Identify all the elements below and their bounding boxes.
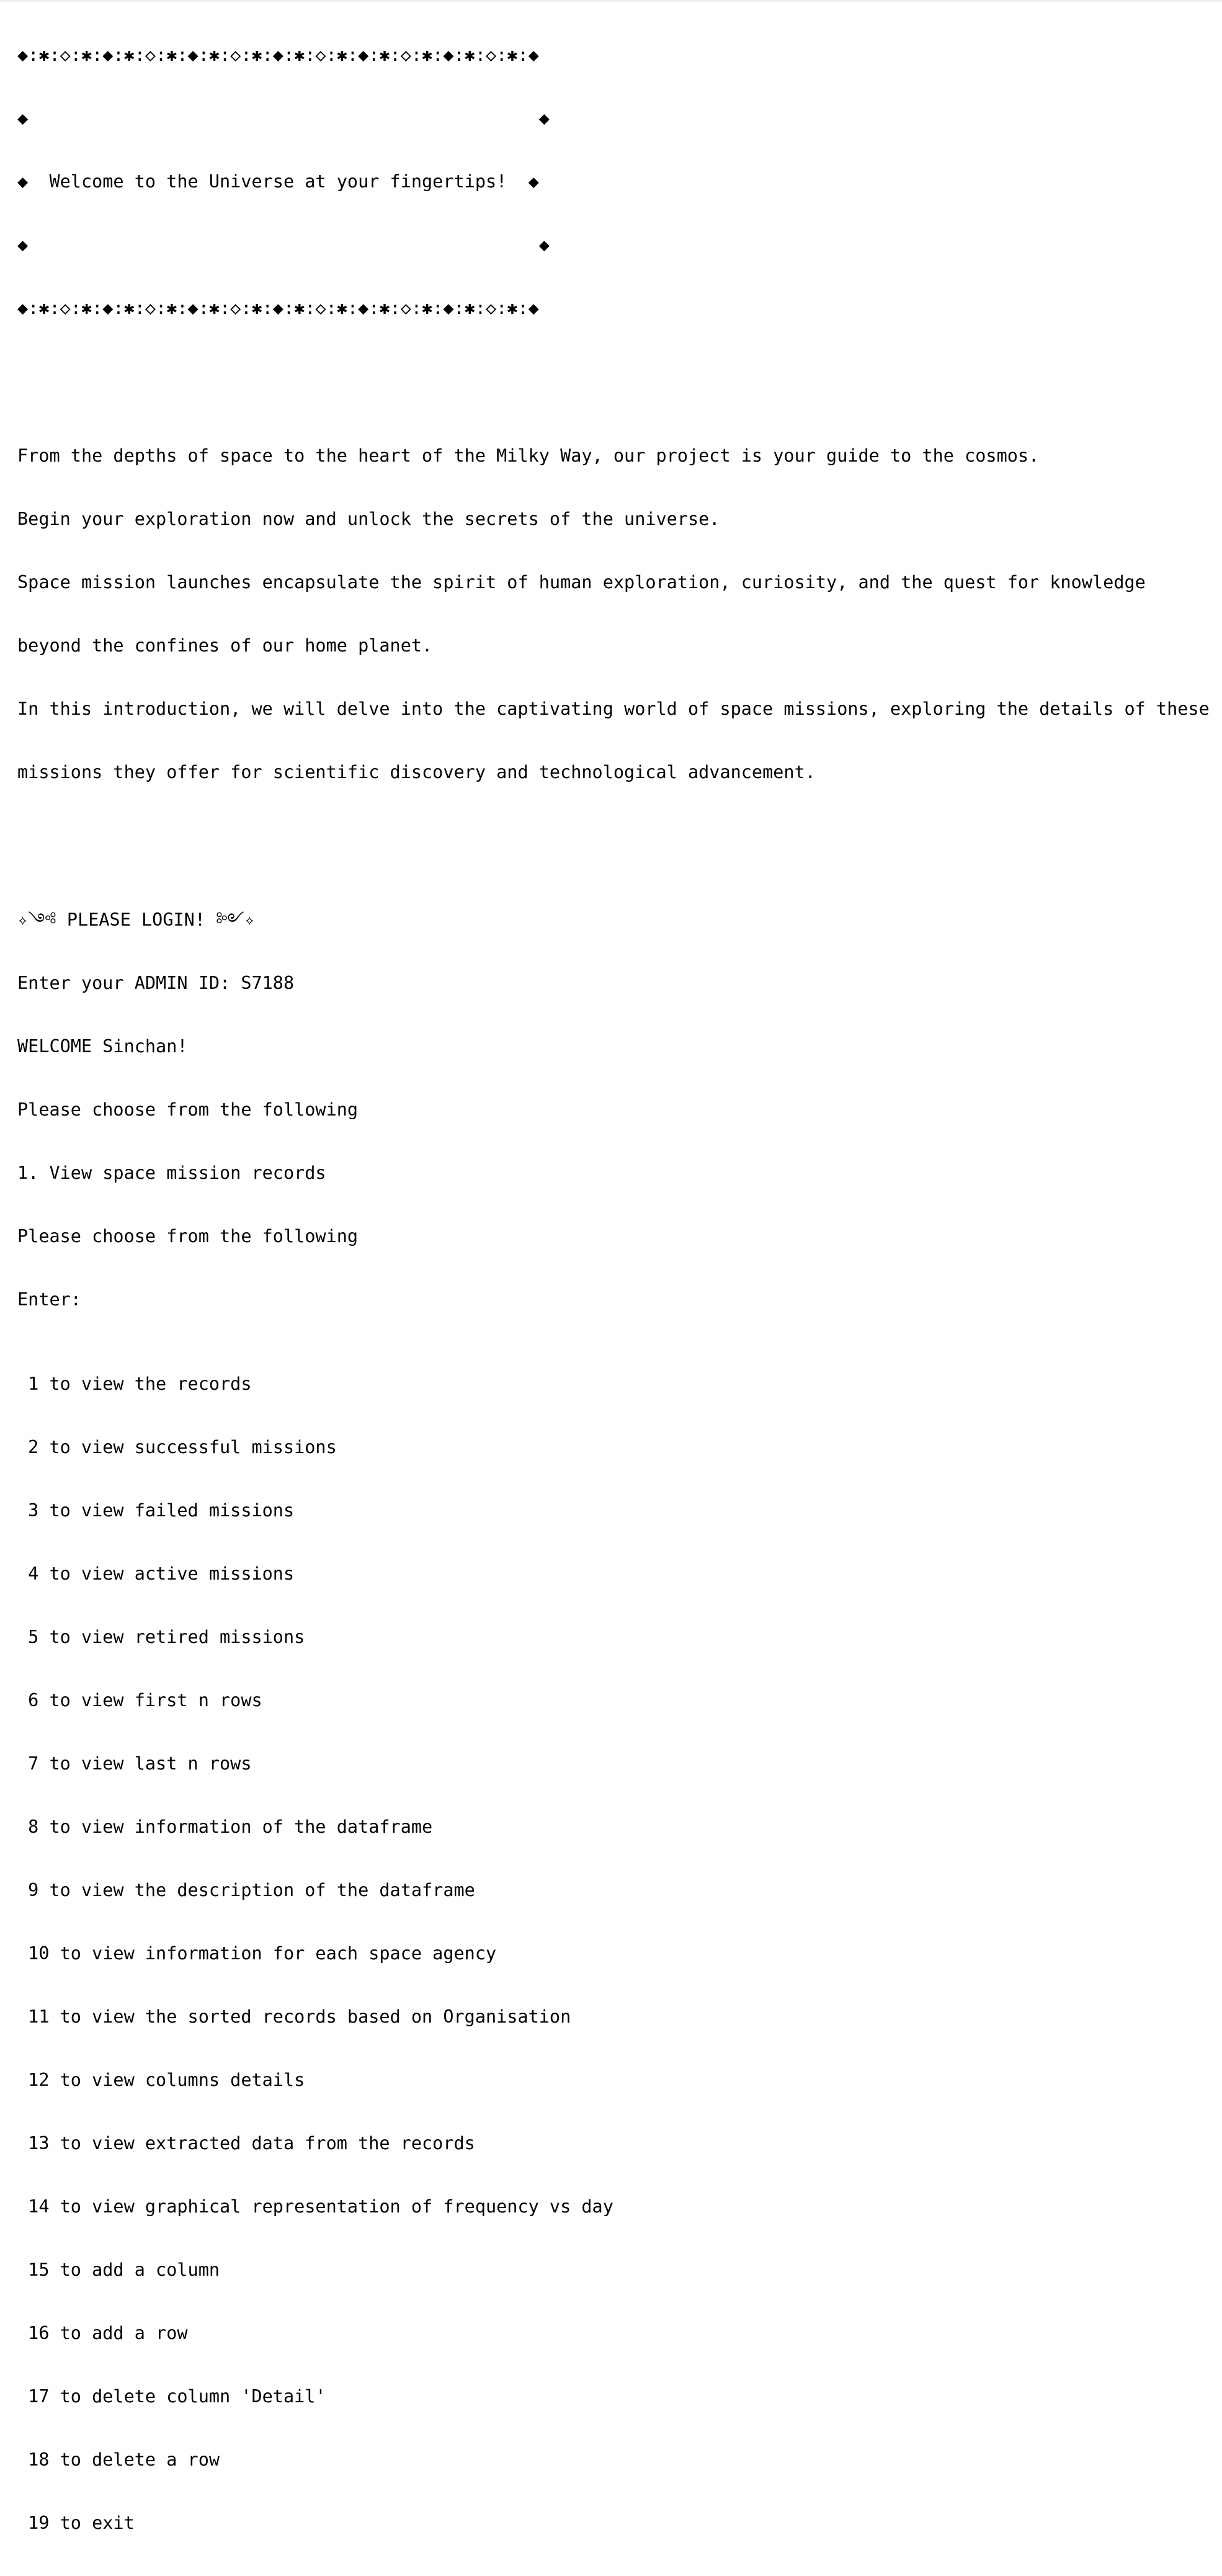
welcome-message: WELCOME Sinchan! [17,1036,188,1057]
intro-line: In this introduction, we will delve into the captivating world of space missions, exploring the details of these [17,699,1210,719]
blank-line [17,825,1210,846]
banner-side-row: ◆ ◆ [17,235,550,255]
menu-item: 15 to add a column [17,2260,220,2280]
banner-border-bottom: ◆:✱:◇:✱:◆:✱:◇:✱:◆:✱:◇:✱:◆:✱:◇:✱:◆:✱:◇:✱:◆:✱:◇:✱:◆ [17,298,539,318]
choose-prompt: Please choose from the following [17,1099,359,1120]
enter-label: Enter: [17,1289,81,1310]
menu-item: 11 to view the sorted records based on Organisation [17,2006,571,2027]
menu-item: 9 to view the description of the dataframe [17,1880,475,1900]
menu-item: 3 to view failed missions [17,1500,295,1521]
menu-item: 17 to delete column 'Detail' [17,2386,326,2407]
blank-line [17,361,1210,382]
admin-id-prompt[interactable]: Enter your ADMIN ID: S7188 [17,973,295,993]
terminal-output [17,2,1210,2576]
menu-item: 4 to view active missions [17,1563,295,1584]
menu-item: 5 to view retired missions [17,1627,305,1647]
intro-line: Space mission launches encapsulate the spirit of human exploration, curiosity, and the quest for knowledge [17,572,1146,593]
intro-line: From the depths of space to the heart of the Milky Way, our project is your guide to the cosmos. [17,445,1040,466]
menu-item: 12 to view columns details [17,2070,305,2090]
menu-item: 6 to view first n rows [17,1690,262,1711]
intro-line: Begin your exploration now and unlock the secrets of the universe. [17,509,720,529]
menu-item: 1 to view the records [17,1374,252,1394]
banner-side-row: ◆ ◆ [17,108,550,128]
menu-item: 16 to add a row [17,2323,188,2343]
intro-line: beyond the confines of our home planet. [17,635,433,656]
menu-item: 2 to view successful missions [17,1437,337,1457]
menu-item: 10 to view information for each space agency [17,1943,497,1964]
menu-item: 13 to view extracted data from the records [17,2133,475,2153]
menu-item: 14 to view graphical representation of frequency vs day [17,2196,613,2217]
menu-item: 18 to delete a row [17,2449,220,2470]
banner-border-top: ◆:✱:◇:✱:◆:✱:◇:✱:◆:✱:◇:✱:◆:✱:◇:✱:◆:✱:◇:✱:◆:✱:◇:✱:◆ [17,45,539,65]
intro-line: missions they offer for scientific discovery and technological advancement. [17,762,816,782]
menu-item: 7 to view last n rows [17,1753,252,1774]
banner-title: ◆ Welcome to the Universe at your fingertips! ◆ [17,171,539,192]
view-records-option: 1. View space mission records [17,1163,326,1183]
menu-item: 19 to exit [17,2513,135,2533]
menu-item: 8 to view information of the dataframe [17,1817,433,1837]
choose-prompt: Please choose from the following [17,1226,359,1246]
login-header: ✧༺ PLEASE LOGIN! ༻✧ [17,910,255,930]
